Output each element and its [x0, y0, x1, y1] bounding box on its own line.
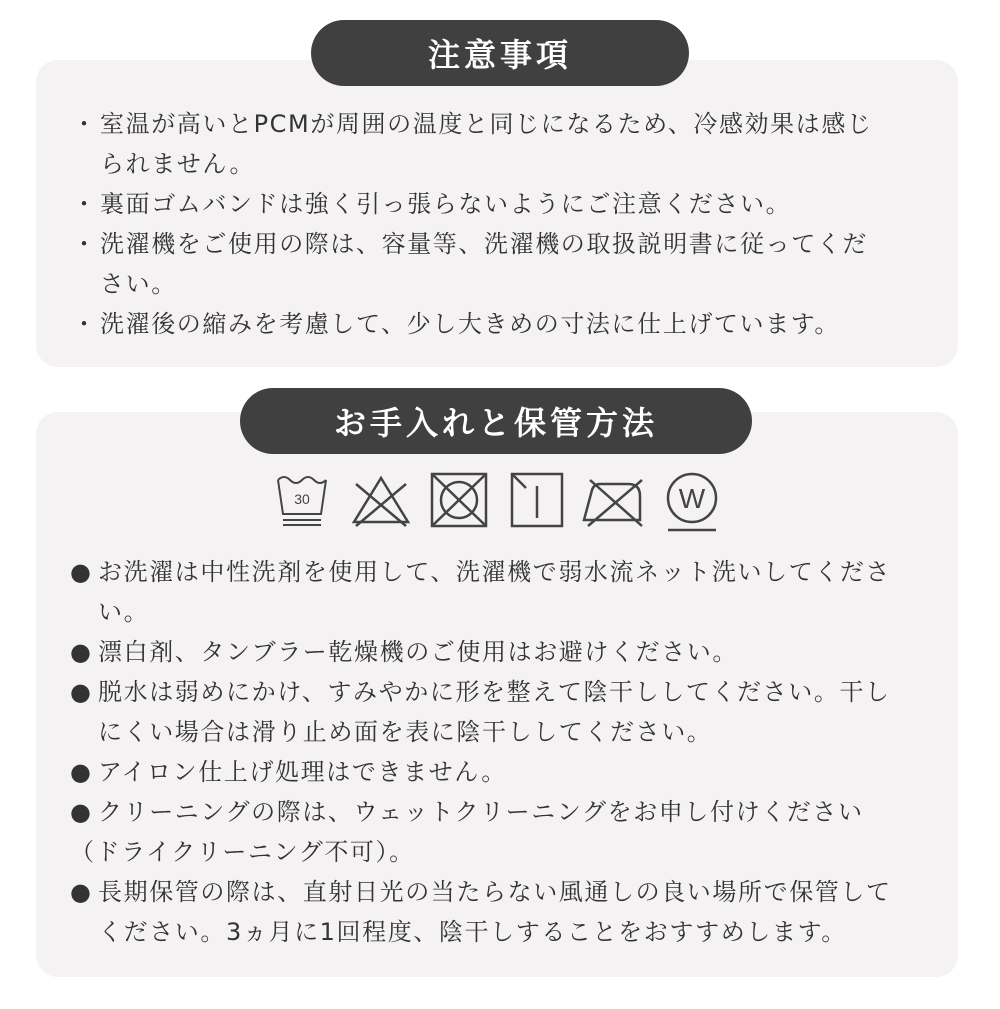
care-item-line1: お洗濯は中性洗剤を使用して、洗濯機で弱水流ネット洗いしてくださ [98, 558, 892, 586]
care-item [70, 872, 950, 952]
notes-item-line2: さい。 [100, 270, 177, 298]
care-symbols-row [270, 470, 730, 540]
care-item-line2: にくい場合は滑り止め面を表に陰干ししてください。 [98, 718, 713, 746]
notes-item-line1: 室温が高いとPCMが周囲の温度と同じになるため、冷感効果は感じ [100, 110, 873, 138]
care-list [70, 552, 950, 952]
bullet-dot: ● [70, 558, 93, 586]
care-item-line1: 長期保管の際は、直射日光の当たらない風通しの良い場所で保管して [98, 878, 892, 906]
notes-item [72, 304, 932, 344]
care-item-line2: （ドライクリーニング不可）。 [70, 838, 415, 866]
notes-item [72, 224, 932, 304]
notes-list [72, 104, 932, 344]
bullet-dot: ・ [72, 310, 98, 338]
care-item-line1: 漂白剤、タンブラー乾燥機のご使用はお避けください。 [98, 638, 738, 666]
care-item [70, 792, 950, 872]
line-dry-shade-icon [508, 470, 566, 530]
bullet-dot: ● [70, 678, 93, 706]
no-iron-icon [580, 470, 646, 530]
wash-30-icon [274, 470, 334, 530]
notes-item [72, 184, 932, 224]
wet-clean-icon [662, 470, 722, 534]
notes-item-line2: られません。 [100, 150, 256, 178]
bullet-dot: ● [70, 878, 93, 906]
care-item [70, 752, 950, 792]
bullet-dot: ● [70, 758, 93, 786]
care-item-line1: 脱水は弱めにかけ、すみやかに形を整えて陰干ししてください。干し [98, 678, 891, 706]
notes-title: 注意事項 [311, 20, 689, 86]
care-item [70, 672, 950, 752]
care-title: お手入れと保管方法 [240, 388, 752, 454]
care-item-line2: い。 [98, 598, 150, 626]
care-item [70, 632, 950, 672]
care-item-line1: アイロン仕上げ処理はできません。 [98, 758, 507, 786]
bullet-dot: ・ [72, 110, 98, 138]
bullet-dot: ● [70, 638, 93, 666]
notes-item-line1: 洗濯機をご使用の際は、容量等、洗濯機の取扱説明書に従ってくだ [100, 230, 868, 258]
care-item-line2: ください。3ヵ月に1回程度、陰干しすることをおすすめします。 [98, 918, 847, 946]
notes-item-line1: 洗濯後の縮みを考慮して、少し大きめの寸法に仕上げています。 [100, 310, 840, 338]
bullet-dot: ・ [72, 190, 98, 218]
wet-clean-letter: W [678, 483, 706, 514]
no-bleach-icon [350, 470, 412, 530]
no-tumble-dry-icon [428, 470, 490, 530]
care-item [70, 552, 950, 632]
care-item-line1: クリーニングの際は、ウェットクリーニングをお申し付けください [98, 798, 864, 826]
notes-item-line1: 裏面ゴムバンドは強く引っ張らないようにご注意ください。 [100, 190, 792, 218]
bullet-dot: ・ [72, 230, 98, 258]
bullet-dot: ● [70, 798, 93, 826]
wash-temp-label: 30 [294, 491, 310, 507]
notes-item [72, 104, 932, 184]
